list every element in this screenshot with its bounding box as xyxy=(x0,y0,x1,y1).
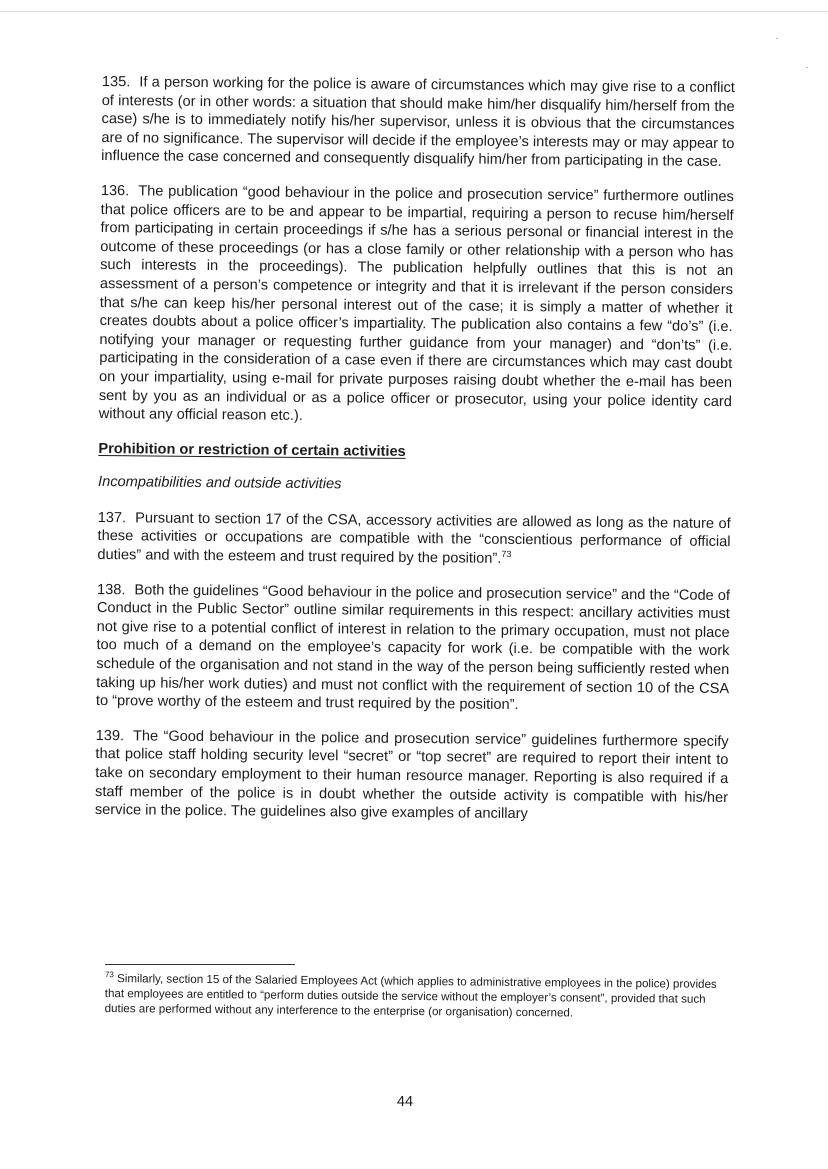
paragraph-number: 136. xyxy=(100,182,130,200)
paragraph-text: Pursuant to section 17 of the CSA, accessory activities are allowed as long as the nature of these activities or occupations are compatible with the “conscientious performance of official duties” and with the esteem and trust required by the position”. xyxy=(97,510,731,567)
footnote-text: Similarly, section 15 of the Salaried Employees Act (which applies to administrative employees in the police) provides that employees are entitled to “perform duties outside the service without the employer’s consent”, provided that such duties are performed without any interference to the enterprise (or organisation) concerned. xyxy=(104,972,717,1020)
paragraph-138 xyxy=(96,581,730,717)
paragraph-number: 135. xyxy=(101,73,131,91)
paragraph-number: 139. xyxy=(95,727,125,745)
footnote-73 xyxy=(105,971,720,1022)
paragraph-text: Both the guidelines “Good behaviour in the police and prosecution service” and the “Code of Conduct in the Public Sector” outline similar requirements in this respect: ancillary activities must not give rise to a potential conflict of interest in relation to the primary occupation, must not place too much of a demand on the employee’s capacity for work (i.e. be compatible with the work schedule of the organisation and not stand in the way of the person being sufficiently rested when taking up his/her work duties) and must not conflict with the requirement of section 10 of the CSA to “prove worthy of the esteem and trust required by the position”. xyxy=(95,581,731,714)
page-number: 44 xyxy=(396,1094,414,1110)
footnote-reference[interactable]: 73 xyxy=(501,549,512,560)
paragraph-137 xyxy=(97,509,731,571)
page-top-edge xyxy=(0,11,828,12)
paragraph-number: 138. xyxy=(96,581,126,598)
scan-speck xyxy=(806,67,808,68)
paragraph-135 xyxy=(101,73,735,172)
paragraph-136 xyxy=(99,182,734,430)
section-heading: Prohibition or restriction of certain activities xyxy=(98,440,406,460)
paragraph-number: 137. xyxy=(97,509,127,527)
paragraph-text: The “Good behaviour in the police and prosecution service” guidelines furthermore specify that police staff holding security level “secret” or “top secret” are required to report their intent to take on secondary employment to their human resource manager. Reporting is also required if a staff member of the police is in doubt whether the outside activity is compatible with his/her service in the police. The guidelines also give examples of ancillary xyxy=(94,728,729,823)
scan-speck xyxy=(776,38,778,39)
footnote-divider xyxy=(105,964,295,965)
page-body xyxy=(95,73,735,842)
footnote-marker: 73 xyxy=(104,970,114,980)
sub-heading: Incompatibilities and outside activities xyxy=(97,474,342,493)
paragraph-text: The publication “good behaviour in the police and prosecution service” furthermore outlines that police officers are to be and appear to be impartial, requiring a person to recuse him/herself from participating in certain proceedings if s/he has a serious personal or financial interest in the outcome of these proceedings (or has a close family or other relationship with a person who has such interests in the proceedings). The publication helpfully outlines that this is not an assessment of a person’s competence or integrity and that it is irrelevant if the person considers that s/he can keep his/her personal interest out of the case; it is simply a matter of whether it creates doubts about a police officer’s impartiality. The publication also contains a few “do’s” (i.e. notifying your manager or requesting further guidance from your manager) and “don’ts” (i.e. participating in the consideration of a case even if there are circumstances which may cast doubt on your impartiality, using e-mail for private purposes raising doubt whether the e-mail has been sent by you as an individual or as a police officer or prosecutor, using your police identity card without any official reason etc.). xyxy=(98,183,734,425)
paragraph-text: If a person working for the police is aware of circumstances which may give rise to a conflict of interests (or in other words: a situation that should make him/her disqualify him/herself from the case) s/he is to immediately notify his/her supervisor, unless it is obvious that the circumstances are of no significance. The supervisor will decide if the employee’s interests may or may appear to influence the case concerned and consequently disqualify him/her from participating in the case. xyxy=(101,74,735,171)
paragraph-139 xyxy=(95,727,729,826)
